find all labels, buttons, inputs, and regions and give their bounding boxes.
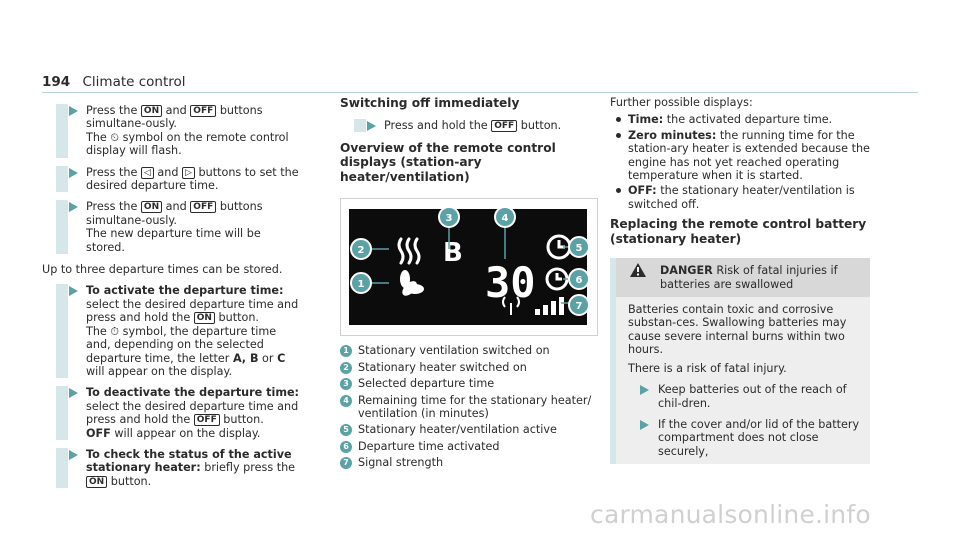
- off-key-icon: OFF: [491, 120, 517, 132]
- svg-text:4: 4: [501, 213, 509, 225]
- watermark: carmanualsonline.info: [590, 500, 871, 529]
- list-item: Time: the activated departure time.: [628, 113, 870, 126]
- clock-icon: ⏱: [110, 324, 120, 338]
- clock-icon: ⏲: [110, 130, 120, 144]
- column-2: [340, 96, 598, 473]
- danger-step: If the cover and/or lid of the battery compartment does not close securely,: [628, 418, 860, 458]
- on-key-icon: ON: [86, 476, 107, 488]
- list-item: OFF: the stationary heater/ventilation is switched off.: [628, 184, 870, 211]
- danger-body: Batteries contain toxic and corrosive substan‐ces. Swallowing batteries may cause severe internal burns within two hours. There is a risk of fatal injury. Keep batteries out of the reach of chil‐dren. If the cover and/or lid of the battery compartment does not close securely,: [628, 303, 860, 458]
- svg-text:2: 2: [357, 245, 365, 257]
- danger-step: Keep batteries out of the reach of chil‐dren.: [628, 383, 860, 410]
- further-displays-intro: Further possible displays:: [610, 96, 753, 109]
- step-activate: To activate the departure time: select the desired departure time and press and hold the ON button. The ⏱ symbol, the departure time and, depending on the selected departure time, the letter A, B or C will appear on the display.: [42, 284, 300, 378]
- step-hold-off: Press and hold the OFF button.: [340, 119, 598, 132]
- header-rule: [42, 92, 918, 93]
- danger-label: DANGER: [660, 264, 713, 278]
- svg-text:7: 7: [575, 301, 583, 313]
- page-header: [42, 74, 186, 90]
- column-3: [610, 96, 870, 464]
- callout-markers: [341, 199, 597, 335]
- on-key-icon: ON: [141, 201, 162, 213]
- warning-icon: [630, 263, 646, 277]
- remote-display-figure: [340, 198, 598, 336]
- page-number: 194: [42, 74, 71, 90]
- legend-item: 3 Selected departure time: [340, 377, 598, 390]
- step-arrow-icon: [640, 420, 649, 430]
- danger-header: [616, 258, 870, 297]
- right-key-icon: ▷: [182, 167, 195, 179]
- note-three-times: Up to three departure times can be stored.: [42, 263, 283, 277]
- step-arrow-icon: [640, 385, 649, 395]
- step-deactivate: To deactivate the departure time: select the desired departure time and press and hold the OFF button. OFF will appear on the display.: [42, 386, 300, 440]
- step-check-status: To check the status of the active stationary heater: briefly press the ON button.: [42, 448, 300, 488]
- heading-overview: Overview of the remote control displays (station‐ary heater/ventilation): [340, 140, 556, 184]
- svg-text:3: 3: [445, 213, 453, 225]
- heading-switch-off: Switching off immediately: [340, 96, 520, 110]
- step-arrow-icon: [69, 286, 78, 296]
- svg-text:1: 1: [357, 279, 365, 291]
- legend-item: 5 Stationary heater/ventilation active: [340, 423, 598, 436]
- legend-item: 4 Remaining time for the stationary heater/ ventilation (in minutes): [340, 394, 598, 421]
- step-set-time: Press the ◁ and ▷ buttons to set the desired departure time.: [42, 166, 300, 193]
- danger-box: [610, 258, 870, 464]
- off-key-icon: OFF: [194, 414, 220, 426]
- left-key-icon: ◁: [141, 167, 154, 179]
- further-displays-list: [610, 113, 870, 211]
- step-arrow-icon: [69, 450, 78, 460]
- step-arrow-icon: [69, 106, 78, 116]
- step-arrow-icon: [367, 121, 376, 131]
- list-item: Zero minutes: the running time for the station‐ary heater is extended because the engine has not yet reached operating temperature when it is started.: [628, 128, 870, 183]
- section-title: Climate control: [82, 74, 186, 90]
- off-key-icon: OFF: [190, 201, 216, 213]
- figure-legend: [340, 344, 598, 469]
- step-press-on-off: Press the ON and OFF buttons simultane‐ously. The ⏲ symbol on the remote control display will flash.: [42, 104, 300, 158]
- step-store-time: Press the ON and OFF buttons simultane‐ously. The new departure time will be stored.: [42, 200, 300, 254]
- column-1: [42, 96, 300, 488]
- step-arrow-icon: [69, 202, 78, 212]
- heading-replace-battery: Replacing the remote control battery (stationary heater): [610, 217, 867, 246]
- on-key-icon: ON: [141, 105, 162, 117]
- step-arrow-icon: [69, 388, 78, 398]
- legend-item: 2 Stationary heater switched on: [340, 361, 598, 374]
- on-key-icon: ON: [194, 312, 215, 324]
- legend-item: 6 Departure time activated: [340, 440, 598, 453]
- step-arrow-icon: [69, 168, 78, 178]
- off-key-icon: OFF: [190, 105, 216, 117]
- svg-text:30: 30: [485, 258, 536, 308]
- legend-item: 7 Signal strength: [340, 456, 598, 469]
- danger-title: Risk of fatal injuries if batteries are swallowed: [660, 264, 838, 291]
- legend-item: 1 Stationary ventilation switched on: [340, 344, 598, 357]
- svg-text:5: 5: [575, 243, 583, 255]
- svg-text:6: 6: [575, 275, 583, 287]
- svg-text:B: B: [443, 238, 463, 269]
